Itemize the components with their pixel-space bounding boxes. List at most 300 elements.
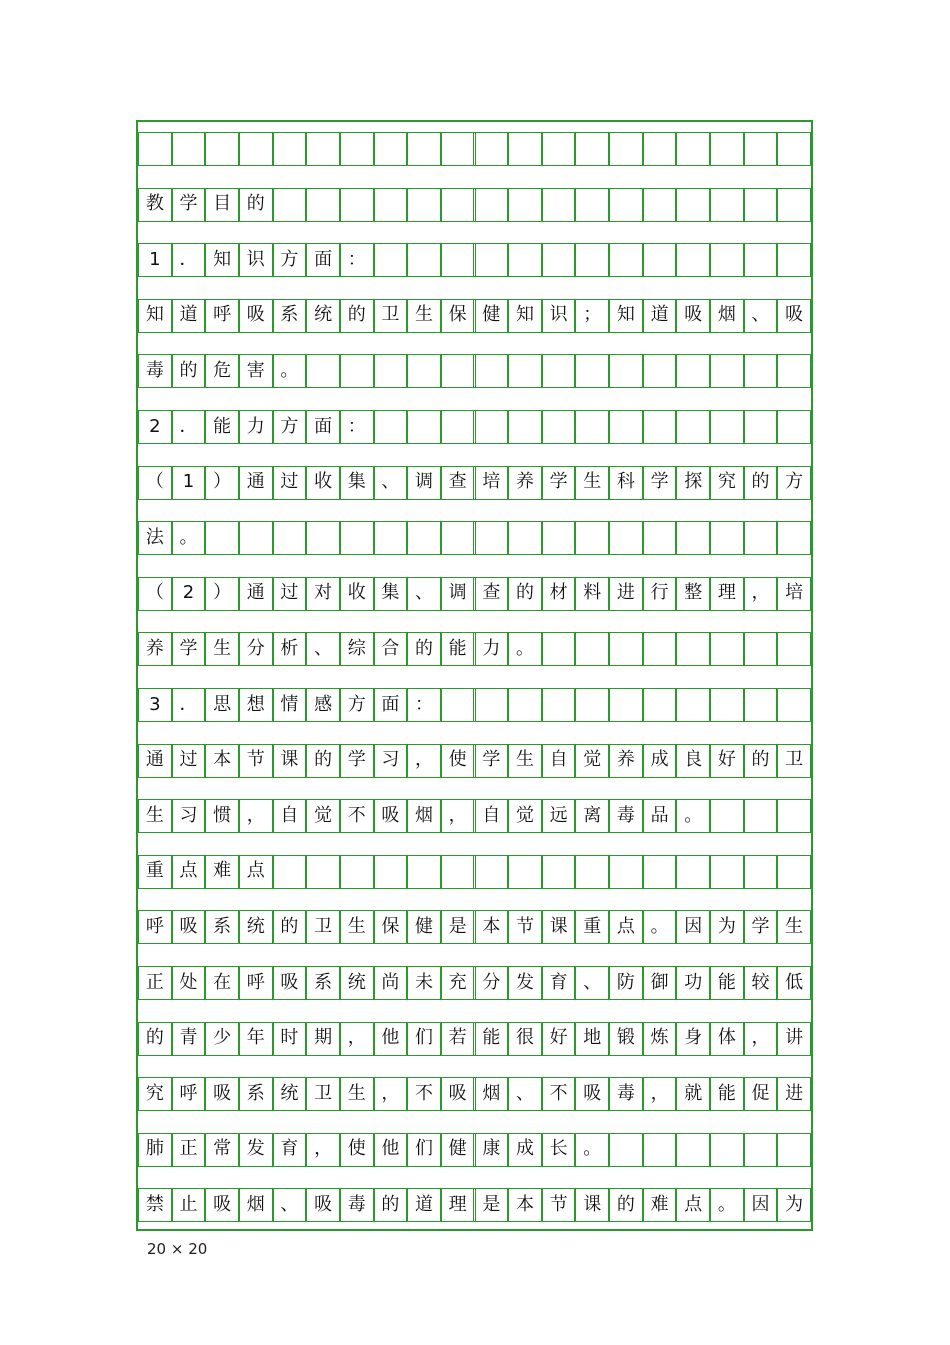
grid-cell: 情 (273, 688, 307, 721)
grid-cell: 集 (340, 466, 374, 499)
grid-cell: 觉 (508, 799, 542, 832)
grid-rule (138, 1110, 811, 1111)
grid-cell: 自 (273, 799, 307, 832)
grid-cell (777, 188, 811, 221)
grid-cell: 他 (374, 1022, 408, 1055)
grid-cell: ） (205, 577, 239, 610)
grid-cell: 肺 (138, 1133, 172, 1166)
grid-cell (475, 410, 509, 443)
grid-cell (710, 132, 744, 165)
grid-cell (542, 521, 576, 554)
grid-cell: 理 (710, 577, 744, 610)
grid-cell (643, 354, 677, 387)
grid-cell: 离 (575, 799, 609, 832)
grid-cell: 、 (508, 1077, 542, 1110)
grid-cell: 、 (575, 966, 609, 999)
grid-cell: 析 (273, 632, 307, 665)
grid-cell (508, 855, 542, 888)
grid-cell (508, 521, 542, 554)
grid-rule (138, 943, 811, 944)
grid-cell (744, 354, 778, 387)
grid-cell: 究 (138, 1077, 172, 1110)
grid-cell: 本 (205, 744, 239, 777)
grid-cell (575, 354, 609, 387)
grid-cell: 卫 (777, 744, 811, 777)
grid-cell: ， (744, 1022, 778, 1055)
grid-cell: 能 (710, 1077, 744, 1110)
grid-cell (609, 855, 643, 888)
grid-cell (744, 1133, 778, 1166)
grid-cell (575, 188, 609, 221)
grid-cell: 健 (441, 1133, 475, 1166)
grid-cell (643, 132, 677, 165)
grid-cell: 为 (777, 1188, 811, 1221)
grid-rule (138, 554, 811, 555)
grid-cell: 。 (273, 354, 307, 387)
grid-cell (676, 410, 710, 443)
grid-cell: 、 (744, 299, 778, 332)
grid-cell: 卫 (374, 299, 408, 332)
grid-cell (407, 521, 441, 554)
grid-cell: ． (172, 688, 206, 721)
grid-cell: 节 (542, 1188, 576, 1221)
grid-cell (340, 855, 374, 888)
grid-cell: 吸 (575, 1077, 609, 1110)
grid-cell: ． (172, 410, 206, 443)
grid-cell: 目 (205, 188, 239, 221)
grid-cell: 远 (542, 799, 576, 832)
grid-cell (744, 521, 778, 554)
grid-rule (138, 221, 811, 222)
grid-cell: 吸 (676, 299, 710, 332)
grid-cell: 、 (306, 632, 340, 665)
grid-cell: 面 (306, 410, 340, 443)
grid-cell (542, 632, 576, 665)
grid-cell: 正 (172, 1133, 206, 1166)
grid-cell (575, 132, 609, 165)
grid-cell (777, 799, 811, 832)
grid-rule (138, 1055, 811, 1056)
grid-cell (710, 243, 744, 276)
grid-cell (542, 243, 576, 276)
grid-cell (744, 132, 778, 165)
grid-cell (138, 132, 172, 165)
grid-cell: 毒 (340, 1188, 374, 1221)
grid-cell: 课 (273, 744, 307, 777)
grid-cell: 究 (710, 466, 744, 499)
grid-cell (710, 521, 744, 554)
grid-cell (441, 354, 475, 387)
grid-cell: 生 (340, 1077, 374, 1110)
grid-cell (475, 354, 509, 387)
grid-cell: 能 (441, 632, 475, 665)
grid-cell: ； (575, 299, 609, 332)
grid-cell: ， (306, 1133, 340, 1166)
grid-cell (542, 188, 576, 221)
grid-cell: 功 (676, 966, 710, 999)
grid-cell (777, 410, 811, 443)
grid-cell: 不 (407, 1077, 441, 1110)
grid-cell: 的 (744, 744, 778, 777)
grid-cell (508, 188, 542, 221)
grid-cell: 的 (138, 1022, 172, 1055)
grid-cell: 养 (138, 632, 172, 665)
grid-cell (374, 354, 408, 387)
grid-cell: 害 (239, 354, 273, 387)
grid-cell (508, 243, 542, 276)
grid-cell: 分 (239, 632, 273, 665)
grid-cell: 他 (374, 1133, 408, 1166)
grid-cell (273, 855, 307, 888)
grid-cell: 能 (205, 410, 239, 443)
grid-cell: 不 (542, 1077, 576, 1110)
grid-cell: 烟 (407, 799, 441, 832)
grid-cell: 调 (441, 577, 475, 610)
grid-cell: 的 (340, 299, 374, 332)
grid-cell: 发 (239, 1133, 273, 1166)
grid-cell (710, 188, 744, 221)
grid-cell: 生 (138, 799, 172, 832)
grid-cell (609, 688, 643, 721)
grid-cell: 吸 (441, 1077, 475, 1110)
grid-cell (643, 632, 677, 665)
grid-cell: ， (239, 799, 273, 832)
grid-cell: 吸 (306, 1188, 340, 1221)
grid-cell (542, 132, 576, 165)
grid-cell (508, 132, 542, 165)
grid-rule (138, 276, 811, 277)
grid-cell (441, 243, 475, 276)
grid-cell (407, 855, 441, 888)
grid-cell: 查 (475, 577, 509, 610)
grid-cell (744, 188, 778, 221)
grid-cell: 自 (475, 799, 509, 832)
grid-cell (575, 688, 609, 721)
grid-cell: ． (172, 243, 206, 276)
grid-cell (273, 132, 307, 165)
grid-cell: 点 (239, 855, 273, 888)
grid-cell: 炼 (643, 1022, 677, 1055)
grid-cell: 的 (172, 354, 206, 387)
grid-cell (475, 132, 509, 165)
grid-cell: ， (407, 744, 441, 777)
grid-cell: 重 (575, 910, 609, 943)
grid-cell: 感 (306, 688, 340, 721)
grid-cell: 学 (172, 188, 206, 221)
grid-cell: 知 (138, 299, 172, 332)
grid-cell (475, 243, 509, 276)
grid-cell: 止 (172, 1188, 206, 1221)
grid-cell (306, 354, 340, 387)
grid-cell: 成 (643, 744, 677, 777)
grid-cell: 学 (643, 466, 677, 499)
grid-cell: 想 (239, 688, 273, 721)
grid-cell: 的 (306, 744, 340, 777)
grid-cell (643, 521, 677, 554)
grid-cell: 生 (777, 910, 811, 943)
grid-cell: 身 (676, 1022, 710, 1055)
grid-cell: 呼 (205, 299, 239, 332)
grid-cell: 育 (542, 966, 576, 999)
grid-cell: 烟 (239, 1188, 273, 1221)
grid-cell (374, 855, 408, 888)
grid-cell (273, 188, 307, 221)
grid-cell (744, 243, 778, 276)
grid-cell: 成 (508, 1133, 542, 1166)
grid-cell: 。 (575, 1133, 609, 1166)
grid-cell (643, 1133, 677, 1166)
grid-cell (710, 799, 744, 832)
grid-cell: 吸 (777, 299, 811, 332)
grid-cell: 品 (643, 799, 677, 832)
grid-cell (407, 354, 441, 387)
grid-cell: 危 (205, 354, 239, 387)
grid-cell: 的 (374, 1188, 408, 1221)
grid-cell: 方 (777, 466, 811, 499)
grid-cell: 吸 (374, 799, 408, 832)
grid-cell (676, 521, 710, 554)
grid-cell: 的 (609, 1188, 643, 1221)
grid-cell: 不 (340, 799, 374, 832)
grid-cell: 知 (508, 299, 542, 332)
grid-cell: 通 (138, 744, 172, 777)
grid-cell: 禁 (138, 1188, 172, 1221)
grid-cell (172, 132, 206, 165)
grid-cell: ， (441, 799, 475, 832)
grid-cell: 为 (710, 910, 744, 943)
grid-cell: 呼 (172, 1077, 206, 1110)
grid-cell: 较 (744, 966, 778, 999)
grid-cell (542, 410, 576, 443)
grid-cell: 面 (374, 688, 408, 721)
grid-cell: 期 (306, 1022, 340, 1055)
grid-cell (643, 410, 677, 443)
grid-cell: 保 (374, 910, 408, 943)
grid-cell (676, 354, 710, 387)
grid-cell: 3 (138, 688, 172, 721)
grid-cell: 系 (239, 1077, 273, 1110)
grid-rule (138, 1166, 811, 1167)
grid-cell: 毒 (609, 1077, 643, 1110)
grid-cell: 好 (542, 1022, 576, 1055)
grid-rule (138, 443, 811, 444)
grid-cell: 本 (508, 1188, 542, 1221)
grid-cell: 觉 (575, 744, 609, 777)
grid-cell: 御 (643, 966, 677, 999)
grid-cell: 。 (508, 632, 542, 665)
grid-cell: 吸 (239, 299, 273, 332)
grid-cell: 养 (508, 466, 542, 499)
grid-cell: 时 (273, 1022, 307, 1055)
grid-cell: 常 (205, 1133, 239, 1166)
manuscript-grid-paper (136, 120, 813, 1231)
grid-rule (138, 165, 811, 166)
grid-cell: 低 (777, 966, 811, 999)
grid-cell (609, 521, 643, 554)
grid-rule (138, 777, 811, 778)
grid-cell: 1 (138, 243, 172, 276)
grid-cell (777, 855, 811, 888)
grid-cell (306, 521, 340, 554)
grid-cell (744, 632, 778, 665)
grid-rule (138, 999, 811, 1000)
grid-cell: 保 (441, 299, 475, 332)
grid-cell: 、 (407, 577, 441, 610)
grid-cell: 生 (205, 632, 239, 665)
grid-cell: 地 (575, 1022, 609, 1055)
grid-cell: 法 (138, 521, 172, 554)
grid-cell: 惯 (205, 799, 239, 832)
grid-cell: 生 (340, 910, 374, 943)
grid-cell: 好 (710, 744, 744, 777)
grid-cell: 调 (407, 466, 441, 499)
grid-cell (710, 855, 744, 888)
grid-cell (676, 1133, 710, 1166)
grid-cell (475, 855, 509, 888)
grid-cell: 尚 (374, 966, 408, 999)
grid-cell (205, 132, 239, 165)
grid-cell: 本 (475, 910, 509, 943)
grid-cell (676, 132, 710, 165)
grid-cell (777, 632, 811, 665)
grid-cell: 2 (138, 410, 172, 443)
grid-cell: 1 (172, 466, 206, 499)
grid-cell: 学 (744, 910, 778, 943)
grid-cell: 。 (643, 910, 677, 943)
grid-cell: 少 (205, 1022, 239, 1055)
grid-cell: 思 (205, 688, 239, 721)
grid-cell: 养 (609, 744, 643, 777)
grid-cell: 知 (609, 299, 643, 332)
grid-cell (306, 188, 340, 221)
grid-cell (407, 410, 441, 443)
grid-cell: 毒 (138, 354, 172, 387)
grid-cell (575, 855, 609, 888)
grid-cell (777, 688, 811, 721)
grid-cell: 节 (508, 910, 542, 943)
grid-rule (138, 665, 811, 666)
grid-cell (374, 188, 408, 221)
grid-cell: 烟 (475, 1077, 509, 1110)
grid-cell: 统 (340, 966, 374, 999)
grid-cell: ， (643, 1077, 677, 1110)
grid-cell: 整 (676, 577, 710, 610)
grid-cell: 的 (744, 466, 778, 499)
grid-cell: 节 (239, 744, 273, 777)
grid-cell: 长 (542, 1133, 576, 1166)
grid-cell: ， (374, 1077, 408, 1110)
grid-cell: 生 (407, 299, 441, 332)
grid-cell: 的 (407, 632, 441, 665)
grid-cell: 的 (508, 577, 542, 610)
grid-cell (744, 688, 778, 721)
grid-cell (374, 243, 408, 276)
grid-cell: 2 (172, 577, 206, 610)
grid-cell: 难 (205, 855, 239, 888)
grid-cell (575, 632, 609, 665)
grid-cell: 方 (273, 410, 307, 443)
grid-cell: 培 (475, 466, 509, 499)
grid-cell (643, 855, 677, 888)
grid-cell: 课 (542, 910, 576, 943)
grid-cell: 收 (340, 577, 374, 610)
grid-cell: 理 (441, 1188, 475, 1221)
grid-cell (777, 354, 811, 387)
grid-cell: 体 (710, 1022, 744, 1055)
grid-cell: 学 (475, 744, 509, 777)
grid-cell: 统 (273, 1077, 307, 1110)
grid-cell: 能 (710, 966, 744, 999)
grid-cell: 因 (676, 910, 710, 943)
grid-cell (609, 188, 643, 221)
grid-cell: 统 (239, 910, 273, 943)
grid-cell (340, 521, 374, 554)
grid-cell (542, 688, 576, 721)
grid-cell: 讲 (777, 1022, 811, 1055)
grid-cell: 收 (306, 466, 340, 499)
grid-cell (542, 855, 576, 888)
grid-cell (475, 188, 509, 221)
grid-cell: 良 (676, 744, 710, 777)
grid-cell: 健 (407, 910, 441, 943)
grid-size-label: 20 × 20 (147, 1240, 208, 1258)
grid-cell: 方 (340, 688, 374, 721)
grid-cell: 自 (542, 744, 576, 777)
grid-cell (508, 688, 542, 721)
grid-cell (609, 1133, 643, 1166)
grid-cell: 过 (172, 744, 206, 777)
grid-cell: ： (340, 243, 374, 276)
grid-cell: 使 (340, 1133, 374, 1166)
grid-cell: 吸 (172, 910, 206, 943)
grid-cell: 习 (172, 799, 206, 832)
grid-cell: 道 (172, 299, 206, 332)
grid-cell: 识 (239, 243, 273, 276)
grid-cell (441, 855, 475, 888)
grid-cell: 过 (273, 577, 307, 610)
grid-cell: 重 (138, 855, 172, 888)
grid-cell: 系 (273, 299, 307, 332)
grid-cell: 道 (407, 1188, 441, 1221)
grid-cell (407, 132, 441, 165)
grid-cell: 。 (676, 799, 710, 832)
grid-cell (340, 188, 374, 221)
grid-cell: 毒 (609, 799, 643, 832)
grid-cell: ： (407, 688, 441, 721)
grid-cell: 知 (205, 243, 239, 276)
grid-cell: 很 (508, 1022, 542, 1055)
grid-cell: 们 (407, 1022, 441, 1055)
grid-cell: 育 (273, 1133, 307, 1166)
grid-cell: 学 (172, 632, 206, 665)
grid-cell (609, 243, 643, 276)
grid-cell (710, 632, 744, 665)
grid-cell: ， (744, 577, 778, 610)
grid-rule (138, 1221, 811, 1222)
grid-cell: 查 (441, 466, 475, 499)
grid-cell (744, 799, 778, 832)
grid-cell (205, 521, 239, 554)
grid-cell: 烟 (710, 299, 744, 332)
grid-cell (676, 632, 710, 665)
grid-cell: 们 (407, 1133, 441, 1166)
grid-cell: 进 (777, 1077, 811, 1110)
grid-cell: 进 (609, 577, 643, 610)
grid-cell (643, 688, 677, 721)
grid-cell (710, 354, 744, 387)
grid-cell (777, 521, 811, 554)
grid-rule (138, 721, 811, 722)
